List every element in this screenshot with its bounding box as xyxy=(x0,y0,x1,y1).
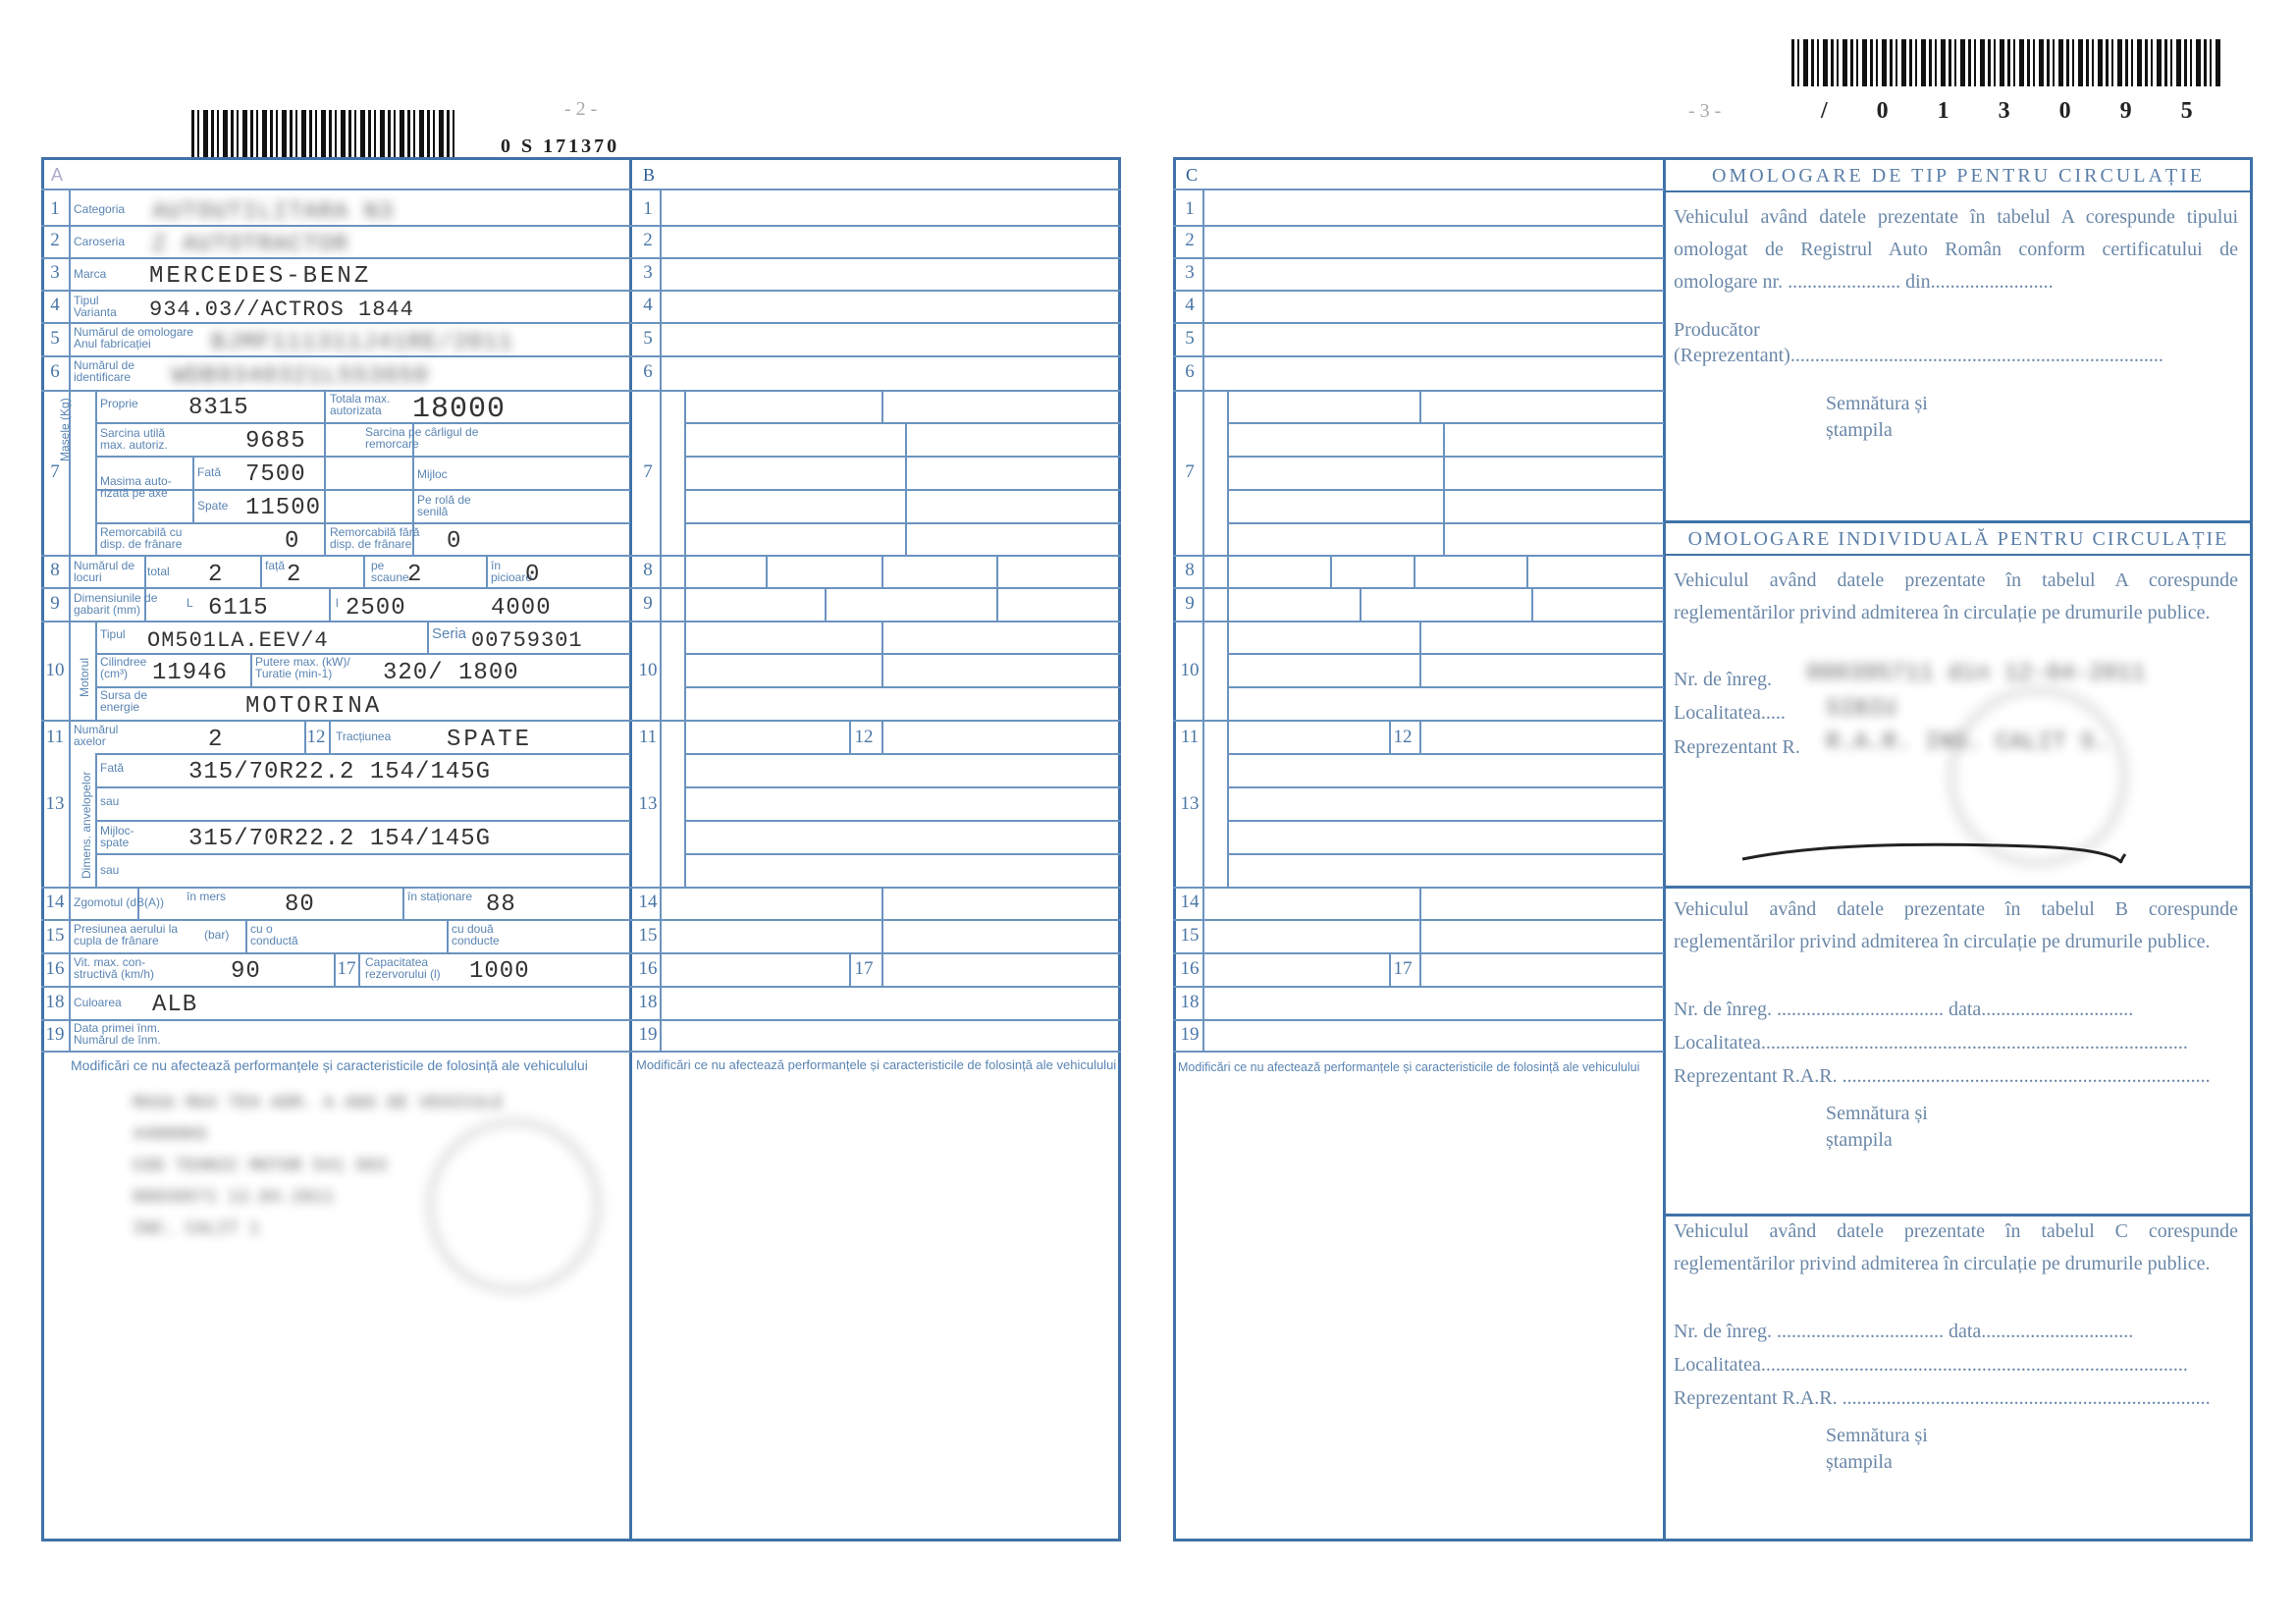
row-num: 4 xyxy=(1185,295,1195,315)
row-num: 18 xyxy=(1180,992,1200,1012)
locuri-total-label: total xyxy=(147,565,170,578)
cilindree-label: Cilindree (cm³) xyxy=(100,655,147,680)
row-num: 15 xyxy=(1180,925,1200,946)
semnatura-label: Semnătura și xyxy=(1826,393,1928,414)
row-num: 10 xyxy=(638,660,658,680)
row-num: 8 xyxy=(50,560,60,580)
masele-label: Masele (Kg) xyxy=(58,398,72,461)
row-num: 17 xyxy=(1393,958,1413,979)
row-num: 8 xyxy=(1185,560,1195,580)
nr-inreg-line-c: Nr. de înreg. .................................. data............................... xyxy=(1674,1321,2134,1342)
row-num: 5 xyxy=(50,328,60,349)
mod-line: 00039571 12.04.2011 xyxy=(133,1188,335,1208)
sarcina-value: 9685 xyxy=(245,428,306,455)
anvelope-fata-label: Fată xyxy=(100,761,125,775)
row-num: 12 xyxy=(306,727,326,747)
putere-value: 320/ 1800 xyxy=(383,660,519,686)
row-num: 11 xyxy=(45,727,65,747)
pe-rola-label: Pe rolă de senilă xyxy=(417,493,471,518)
tipul-value: 934.03//ACTROS 1844 xyxy=(149,298,414,322)
spate-label: Spate xyxy=(197,499,229,513)
tipul-label: Tipul Varianta xyxy=(74,294,117,319)
table-a-letter: A xyxy=(51,165,64,185)
anvelope-fata-value: 315/70R22.2 154/145G xyxy=(188,759,492,785)
semnatura-label-c: Semnătura și xyxy=(1826,1425,1928,1446)
reprezentant-individual-value: R.A.R. ING. CALIT S. xyxy=(1826,730,2109,756)
gabarit-l-label: L xyxy=(187,596,193,610)
inmatriculare-label: Data primei înm. Numărul de înm. xyxy=(74,1021,161,1047)
localitatea-value: SIBIU xyxy=(1826,696,1897,723)
row-num: 16 xyxy=(638,958,658,979)
row-num: 9 xyxy=(50,593,60,614)
locuri-total-value: 2 xyxy=(208,562,224,588)
proprie-label: Proprie xyxy=(100,397,138,410)
anvelope-sau-label: sau xyxy=(100,794,120,808)
semnatura-label-b: Semnătura și xyxy=(1826,1103,1928,1124)
row-num: 13 xyxy=(45,793,65,814)
row-num: 3 xyxy=(50,262,60,283)
localitatea-line-c: Localitatea....................................................................................... xyxy=(1674,1354,2188,1376)
identificare-label: Numărul de identificare xyxy=(74,358,135,384)
mod-line: INC. CALIT 1 xyxy=(133,1219,260,1239)
anvelope-sau-label: sau xyxy=(100,863,120,877)
fata-value: 7500 xyxy=(245,461,306,488)
row-num: 14 xyxy=(45,892,65,912)
marca-value: MERCEDES-BENZ xyxy=(149,263,372,290)
viteza-label: Vit. max. con-structivă (km/h) xyxy=(74,955,155,981)
row-num: 9 xyxy=(643,593,653,614)
categoria-value: AUTOUTILITARA N3 xyxy=(152,199,395,226)
zgomot-mers-value: 80 xyxy=(285,892,315,918)
table-a-modifications-label: Modificări ce nu afectează performanțele și caracteristicile de folosință ale vehiculului xyxy=(71,1057,588,1073)
row-num: 10 xyxy=(45,660,65,680)
nr-inreg-value: 000395711 din 12-04-2011 xyxy=(1806,661,2146,687)
left-serial: 0 S 171370 xyxy=(501,135,620,157)
gabarit-w-value: 2500 xyxy=(346,595,406,622)
tractiunea-value: SPATE xyxy=(447,727,533,753)
motor-tipul-value: OM501LA.EEV/4 xyxy=(147,628,329,653)
anvelope-mijloc-value: 315/70R22.2 154/145G xyxy=(188,826,492,852)
omologare-tip-title: OMOLOGARE DE TIP PENTRU CIRCULAȚIE xyxy=(1712,165,2205,187)
row-num: 14 xyxy=(1180,892,1200,912)
mod-line: COD TEHNIC MOTOR 541 993 xyxy=(133,1157,388,1176)
row-num: 16 xyxy=(45,958,65,979)
totala-label: Totala max. autorizata xyxy=(330,392,391,417)
spate-value: 11500 xyxy=(245,495,322,521)
reprezentant-individual-label: Reprezentant R. xyxy=(1674,736,1800,758)
tractiunea-label: Tracțiunea xyxy=(336,730,392,743)
row-num: 9 xyxy=(1185,593,1195,614)
row-num: 18 xyxy=(638,992,658,1012)
putere-label: Putere max. (kW)/ Turatie (min-1) xyxy=(255,655,350,680)
localitatea-line-b: Localitatea....................................................................................... xyxy=(1674,1032,2188,1054)
row-num: 3 xyxy=(643,262,653,283)
row-num: 15 xyxy=(45,925,65,946)
row-num: 19 xyxy=(1180,1024,1200,1045)
remorcabila-cu-label: Remorcabilă cu disp. de frânare xyxy=(100,525,183,551)
localitatea-label: Localitatea..... xyxy=(1674,702,1786,724)
gabarit-w-label: l xyxy=(336,596,339,610)
axelor-label: Numărul axelor xyxy=(74,723,119,748)
zgomot-stationare-label: în staționare xyxy=(407,890,473,903)
reprezentant-label: (Reprezentant)............................................................................ xyxy=(1674,345,2163,366)
proprie-value: 8315 xyxy=(188,395,249,421)
row-num: 5 xyxy=(1185,328,1195,349)
omologare-value: BJMF111311J41RE/2011 xyxy=(211,330,514,356)
row-num: 13 xyxy=(638,793,658,814)
row-num: 15 xyxy=(638,925,658,946)
presiune-bar-label: (bar) xyxy=(204,928,230,942)
left-barcode xyxy=(191,110,456,157)
table-b-letter: B xyxy=(643,165,656,185)
row-num: 7 xyxy=(1185,461,1195,482)
gabarit-label: Dimensiunile de gabarit (mm) xyxy=(74,591,158,617)
table-c-modifications-label: Modificări ce nu afectează performanțele și caracteristicile de folosință ale vehiculului xyxy=(1178,1060,1640,1074)
row-num: 16 xyxy=(1180,958,1200,979)
omologare-individuala-title: OMOLOGARE INDIVIDUALĂ PENTRU CIRCULAȚIE xyxy=(1687,528,2229,550)
row-num: 5 xyxy=(643,328,653,349)
culoarea-value: ALB xyxy=(152,992,198,1018)
row-num: 4 xyxy=(643,295,653,315)
row-num: 2 xyxy=(50,230,60,250)
row-num: 1 xyxy=(643,198,653,219)
omologare-individuala-text: Vehiculul având datele prezentate în tabelul A corespunde reglementărilor privind admiterea în circulație pe drumurile publice. xyxy=(1674,569,2238,623)
stampila-label-c: ștampila xyxy=(1826,1451,1893,1473)
reprezentant-line-b: Reprezentant R.A.R. ........................................................................... xyxy=(1674,1065,2211,1087)
capacitate-label: Capacitatea rezervorului (l) xyxy=(365,955,441,981)
sarcina-label: Sarcina utilă max. autoriz. xyxy=(100,426,168,452)
cilindree-value: 11946 xyxy=(152,660,229,686)
row-num: 11 xyxy=(638,727,658,747)
viteza-value: 90 xyxy=(231,958,261,985)
capacitate-value: 1000 xyxy=(469,958,530,985)
row-num: 10 xyxy=(1180,660,1200,680)
anvelope-label: Dimens. anvelopelor xyxy=(80,771,93,879)
mijloc-label: Mijloc xyxy=(417,467,448,481)
row-num: 1 xyxy=(50,198,60,219)
row-num: 4 xyxy=(50,295,60,315)
caroseria-value: Z AUTOTRACTOR xyxy=(152,232,349,258)
row-num: 6 xyxy=(50,361,60,382)
locuri-picioare-label: în picioare xyxy=(491,559,533,584)
row-num: 1 xyxy=(1185,198,1195,219)
motorul-label: Motorul xyxy=(78,657,91,697)
left-stamp xyxy=(427,1119,601,1293)
gabarit-l-value: 6115 xyxy=(208,595,269,622)
row-num: 6 xyxy=(1185,361,1195,382)
row-num: 12 xyxy=(854,727,874,747)
row-num: 17 xyxy=(337,958,356,979)
omologare-c-text: Vehiculul având datele prezentate în tabelul C corespunde reglementărilor privind admiterea în circulație pe drumurile publice. xyxy=(1674,1220,2238,1274)
omologare-b-text: Vehiculul având datele prezentate în tabelul B corespunde reglementărilor privind admiterea în circulație pe drumurile publice. xyxy=(1674,898,2238,952)
gabarit-h-value: 4000 xyxy=(491,595,552,622)
remorcabila-fara-value: 0 xyxy=(447,528,462,555)
row-num: 2 xyxy=(1185,230,1195,250)
axelor-value: 2 xyxy=(208,727,224,753)
table-c-letter: C xyxy=(1186,165,1199,185)
omologare-tip-text: Vehiculul având datele prezentate în tabelul A corespunde tipului omologat de Registrul Auto Român conform certificatului de omologare nr. ....................... din......................... xyxy=(1674,206,2238,293)
row-num: 19 xyxy=(638,1024,658,1045)
locuri-fata-value: 2 xyxy=(287,562,302,588)
right-barcode xyxy=(1791,39,2223,86)
zgomot-label: Zgomotul (dB(A)) xyxy=(74,895,165,909)
row-num: 19 xyxy=(45,1024,65,1045)
marca-label: Marca xyxy=(74,267,107,281)
row-num: 6 xyxy=(643,361,653,382)
zgomot-mers-label: în mers xyxy=(187,890,227,903)
right-serial: / 0 1 3 0 9 5 xyxy=(1821,98,2215,124)
culoarea-label: Culoarea xyxy=(74,996,122,1009)
locuri-scaune-label: pe scaune xyxy=(371,559,409,584)
sursa-label: Sursa de energie xyxy=(100,688,148,714)
totala-value: 18000 xyxy=(412,393,507,426)
stampila-label-b: ștampila xyxy=(1826,1129,1893,1151)
locuri-fata-label: față xyxy=(265,559,286,572)
anvelope-mijloc-label: Mijloc-spate xyxy=(100,824,134,849)
motor-seria-label: Seria xyxy=(432,625,467,642)
mod-line: MASA MAX TEH ADM. A ANS DE VEHICULE xyxy=(133,1094,505,1113)
fata-label: Fată xyxy=(197,465,222,479)
left-page-number: - 2 - xyxy=(564,98,598,120)
row-num: 7 xyxy=(643,461,653,482)
stampila-label: ștampila xyxy=(1826,419,1893,441)
row-num: 7 xyxy=(50,461,60,482)
signature xyxy=(1737,825,2130,884)
nr-inreg-line-b: Nr. de înreg. .................................. data............................... xyxy=(1674,999,2134,1020)
row-num: 8 xyxy=(643,560,653,580)
locuri-label: Numărul de locuri xyxy=(74,559,135,584)
table-b-modifications-label: Modificări ce nu afectează performanțele și caracteristicile de folosință ale vehiculului xyxy=(636,1057,1117,1072)
maxima-axe-label: Masima auto-rizată pe axe xyxy=(100,474,172,500)
row-num: 17 xyxy=(854,958,874,979)
row-num: 2 xyxy=(643,230,653,250)
motor-seria-value: 00759301 xyxy=(471,628,583,653)
locuri-scaune-value: 2 xyxy=(407,562,423,588)
row-num: 13 xyxy=(1180,793,1200,814)
mod-line: 44000KG xyxy=(133,1125,207,1145)
locuri-picioare-value: 0 xyxy=(525,562,541,588)
row-num: 3 xyxy=(1185,262,1195,283)
motor-tipul-label: Tipul xyxy=(100,627,126,641)
row-num: 11 xyxy=(1180,727,1200,747)
presiune-o-label: cu o conductă xyxy=(250,922,298,947)
row-num: 12 xyxy=(1393,727,1413,747)
zgomot-stationare-value: 88 xyxy=(486,892,516,918)
sursa-value: MOTORINA xyxy=(245,693,383,720)
reprezentant-line-c: Reprezentant R.A.R. ........................................................................... xyxy=(1674,1387,2211,1409)
row-num: 18 xyxy=(45,992,65,1012)
omologare-label: Numărul de omologare Anul fabricației xyxy=(74,325,194,351)
sarcina-remorcare-label: Sarcina pe cârligul de remorcare xyxy=(365,425,479,451)
nr-inreg-label: Nr. de înreg. xyxy=(1674,669,1772,690)
caroseria-label: Caroseria xyxy=(74,235,126,248)
right-page-number: - 3 - xyxy=(1688,100,1722,122)
presiune-doua-label: cu două conducte xyxy=(452,922,500,947)
presiune-label: Presiunea aerului la cupla de frânare xyxy=(74,922,179,947)
categoria-label: Categoria xyxy=(74,202,126,216)
producator-label: Producător xyxy=(1674,319,1760,341)
identificare-value: WDB9340321L553650 xyxy=(172,363,429,390)
remorcabila-cu-value: 0 xyxy=(285,528,300,555)
remorcabila-fara-label: Remorcabilă fără disp. de frânare xyxy=(330,525,420,551)
row-num: 14 xyxy=(638,892,658,912)
